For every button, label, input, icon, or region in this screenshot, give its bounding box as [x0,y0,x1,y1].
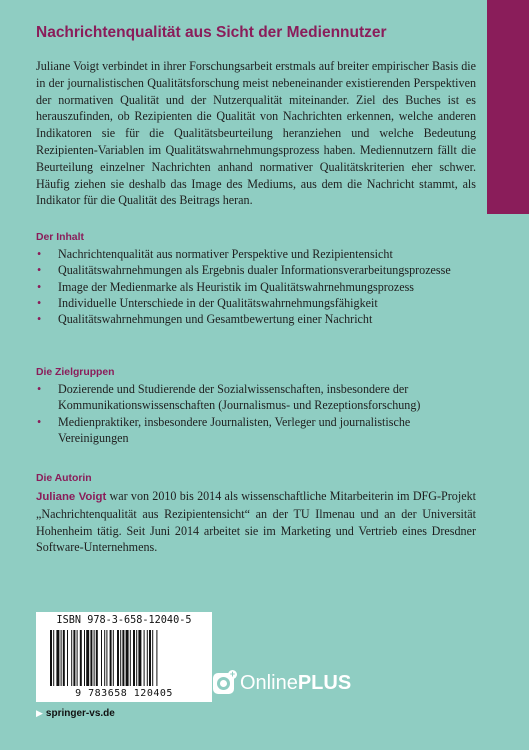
zielgruppen-list [36,381,476,446]
bullet-icon: • [37,263,42,278]
publisher-url[interactable]: ▶ springer-vs.de [36,708,115,719]
barcode-digits: 9 783658 120405 [75,688,173,699]
inhalt-heading: Der Inhalt [36,232,84,243]
online-plus-label: OnlinePLUS [240,671,352,694]
bullet-icon: • [37,414,42,429]
list-item: • Dozierende und Studierende der Sozialwissenschaften, insbesondere der Kommunikationswissenschaften (Journalismus- und Rezeptionsforschung) [37,382,421,413]
list-item: • Qualitätswahrnehmungen und Gesamtbewertung einer Nachricht [37,312,373,327]
list-item: • Image der Medienmarke als Heuristik im Qualitätswahrnehmungsprozess [37,279,414,294]
author-paragraph [36,488,476,556]
list-item: • Medienpraktiker, insbesondere Journalisten, Verleger und journalistische Vereinigungen [37,414,411,445]
list-item: • Qualitätswahrnehmungen als Ergebnis dualer Informationsverarbeitungsprozesse [37,263,451,278]
arrow-right-icon: ▶ [36,708,43,718]
bullet-icon: • [37,312,42,327]
bullet-icon: • [37,279,42,294]
bullet-icon: • [37,247,42,261]
accent-bar [487,0,529,214]
list-item: • Individuelle Unterschiede in der Qualitätswahrnehmungsfähigkeit [37,295,378,310]
barcode-icon [50,630,198,688]
bullet-icon: • [37,295,42,310]
intro-paragraph: Juliane Voigt verbindet in ihrer Forschungsarbeit erstmals auf breiter empirischer Basis die in der journalistischen Qualitätsforschung meist nebeneinander existierenden Perspektiven der normativen Qualität und der Nutzerqualität miteinander. Ziel des Buches ist es herauszufinden, ob Rezipienten die Qualität von Nachrichten erkennen, welche anderen Indikatoren sie für die Qualitätsbeurteilung heranziehen und welche Bedeutung Rezipienten-Variablen im Qualitätswahrnehmungsprozess haben. Mediennutzern fällt die Beurteilung einzelner Nachrichten anhand normativer Qualitätskriterien eher schwer. Häufig ziehen sie deshalb das Image des Mediums, aus dem die Nachricht stammt, als Indikator für die Qualität des Beitrags heran. [36,59,476,208]
isbn-box [36,612,212,702]
autorin-heading: Die Autorin [36,473,92,484]
author-bio: war von 2010 bis 2014 als wissenschaftliche Mitarbeiterin im DFG-Projekt „Nachrichtenqualität aus Rezipientensicht“ an der TU Ilmenau und an der Universität Hohenheim tätig. Seit Juni 2014 arbeitet sie im Marketing und Vertrieb eines Dresdner Software-Unternehmens. [36,489,476,555]
online-plus-logo [213,668,413,698]
page-title: Nachrichtenqualität aus Sicht der Mediennutzer [36,24,387,41]
zielgruppen-heading: Die Zielgruppen [36,367,115,378]
bullet-icon: • [37,382,42,396]
inhalt-list [36,246,476,327]
isbn-label: ISBN 978-3-658-12040-5 [56,615,192,626]
list-item: • Nachrichtenqualität aus normativer Perspektive und Rezipientensicht [37,247,393,261]
online-plus-icon: + [213,673,234,694]
author-name: Juliane Voigt [36,491,107,503]
